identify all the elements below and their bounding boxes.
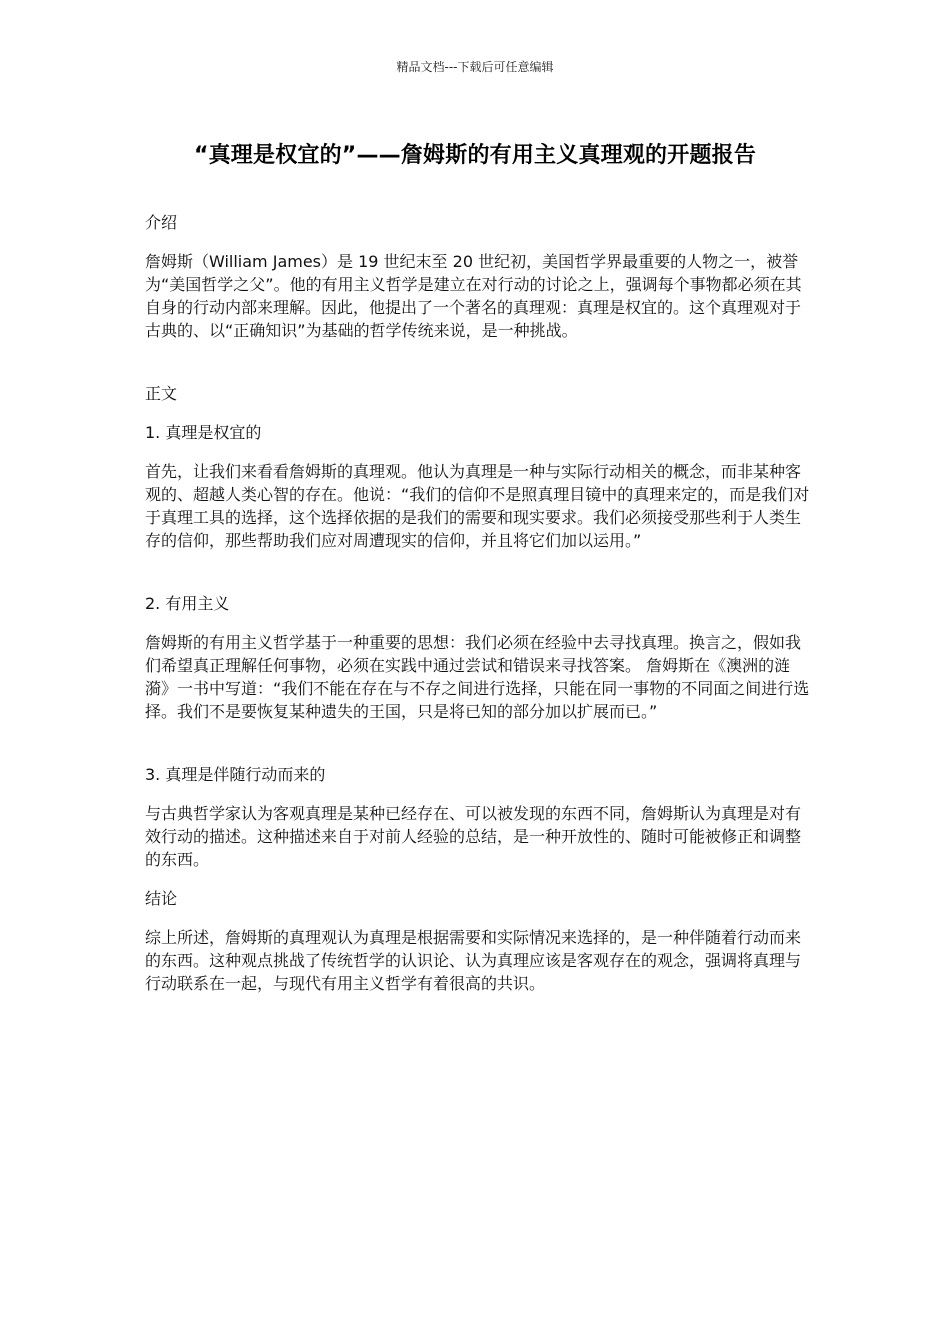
section2-heading: 2. 有用主义 (145, 594, 230, 613)
conclusion-heading: 结论 (145, 889, 178, 908)
section1-paragraph: 首先，让我们来看看詹姆斯的真理观。他认为真理是一种与实际行动相关的概念，而非某种客观的、超越人类心智的存在。他说：“我们的信仰不是照真理目镜中的真理来定的，而是我们对于真理工具的选择，这个选择依据的是我们的需要和现实要求。我们必须接受那些利于人类生存的信仰，那些帮助我们应对周遭现实的信仰，并且将它们加以运用。” (145, 462, 810, 550)
page-header: 精品文档---下载后可任意编辑 (396, 60, 554, 74)
document-title: “真理是权宜的”——詹姆斯的有用主义真理观的开题报告 (193, 143, 757, 168)
conclusion-paragraph: 综上所述，詹姆斯的真理观认为真理是根据需要和实际情况来选择的，是一种伴随着行动而来的东西。这种观点挑战了传统哲学的认识论、认为真理应该是客观存在的观念，强调将真理与行动联系在一起，与现代有用主义哲学有着很高的共识。 (145, 928, 802, 993)
section2-paragraph: 詹姆斯的有用主义哲学基于一种重要的思想：我们必须在经验中去寻找真理。换言之，假如我们希望真正理解任何事物，必须在实践中通过尝试和错误来寻找答案。 詹姆斯在《澳洲的涟漪》一书中写道：“我们不能在存在与不存之间进行选择，只能在同一事物的不同面之间进行选择。我们不是要恢复某种遗失的王国，只是将已知的部分加以扩展而已。” (145, 633, 810, 721)
section1-heading: 1. 真理是权宜的 (145, 423, 262, 442)
intro-paragraph: 詹姆斯（William James）是 19 世纪末至 20 世纪初，美国哲学界最重要的人物之一，被誉为“美国哲学之父”。他的有用主义哲学是建立在对行动的讨论之上，强调每个事物都必须在其自身的行动内部来理解。因此，他提出了一个著名的真理观：真理是权宜的。这个真理观对于古典的、以“正确知识”为基础的哲学传统来说，是一种挑战。 (145, 252, 802, 340)
intro-heading: 介绍 (145, 213, 178, 232)
body-heading: 正文 (145, 384, 178, 403)
section3-paragraph: 与古典哲学家认为客观真理是某种已经存在、可以被发现的东西不同，詹姆斯认为真理是对有效行动的描述。这种描述来自于对前人经验的总结，是一种开放性的、随时可能被修正和调整的东西。 (145, 804, 802, 869)
section3-heading: 3. 真理是伴随行动而来的 (145, 765, 326, 784)
